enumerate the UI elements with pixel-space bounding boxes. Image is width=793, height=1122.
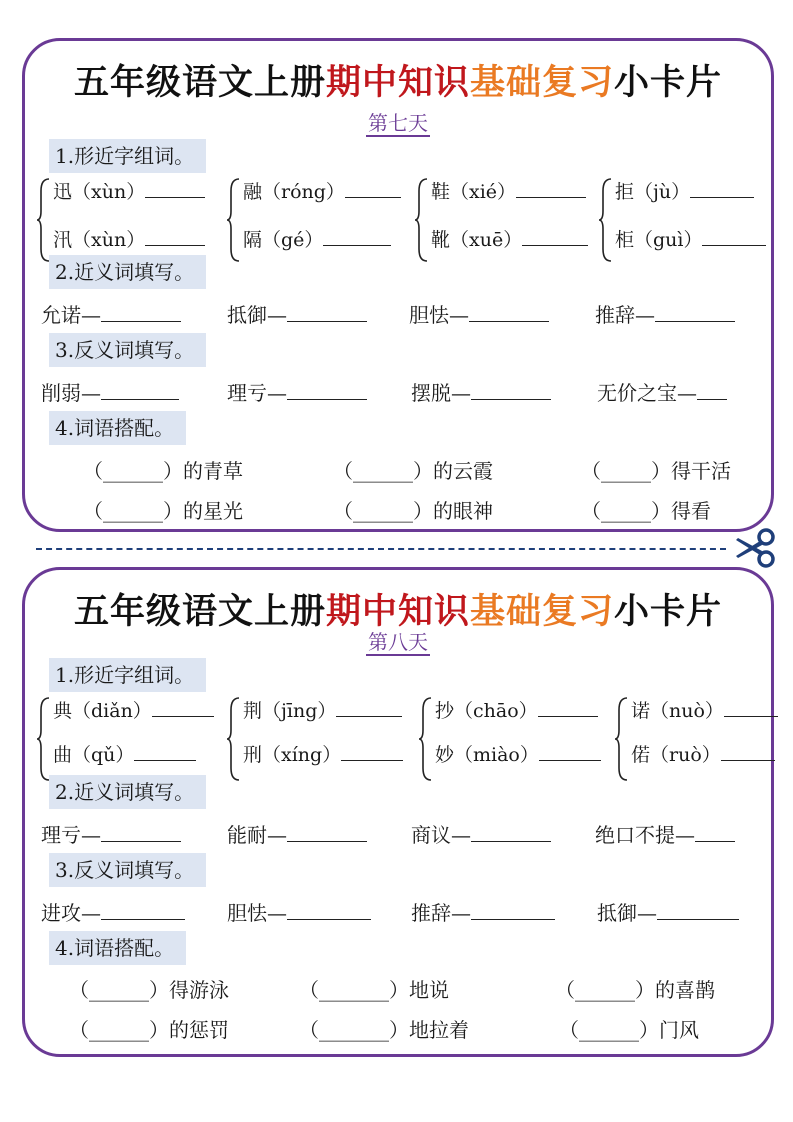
word-prompt: 摆脱—: [411, 381, 471, 405]
review-card-day8: [22, 567, 774, 1057]
answer-blank[interactable]: [702, 244, 766, 246]
word-prompt: 胆怯—: [227, 901, 287, 925]
answer-blank[interactable]: [657, 918, 739, 920]
section-heading-similar-chars: 1.形近字组词。: [49, 139, 206, 173]
collocation-item[interactable]: （_____）得干活: [581, 459, 731, 483]
char-pinyin: 汛（xùn）: [53, 229, 146, 251]
char-pinyin: 典（diǎn）: [53, 700, 152, 722]
day-label: 第八天: [368, 630, 428, 654]
word-prompt: 无价之宝—: [597, 381, 697, 405]
answer-blank[interactable]: [341, 759, 403, 761]
answer-blank[interactable]: [538, 715, 598, 717]
char-pinyin: 柜（guì）: [615, 229, 703, 251]
answer-blank[interactable]: [655, 320, 735, 322]
answer-blank[interactable]: [134, 759, 196, 761]
word-prompt: 进攻—: [41, 901, 101, 925]
synonym-row: [39, 819, 761, 849]
brace-icon: [227, 696, 241, 782]
scissors-icon: [732, 528, 778, 568]
section-heading-collocation: 4.词语搭配。: [49, 931, 186, 965]
brace-icon: [615, 696, 629, 782]
word-prompt: 能耐—: [227, 823, 287, 847]
answer-blank[interactable]: [323, 244, 391, 246]
char-pair-group: [235, 175, 415, 267]
collocation-item[interactable]: （______）的云霞: [333, 459, 493, 483]
answer-blank[interactable]: [101, 398, 179, 400]
brace-icon: [227, 177, 241, 263]
answer-blank[interactable]: [336, 715, 402, 717]
char-pinyin: 靴（xuē）: [431, 229, 523, 251]
answer-blank[interactable]: [145, 244, 205, 246]
answer-blank[interactable]: [471, 918, 555, 920]
char-pair-group: [623, 694, 773, 786]
answer-blank[interactable]: [721, 759, 775, 761]
brace-icon: [37, 177, 51, 263]
answer-blank[interactable]: [345, 196, 401, 198]
char-pair-group: [427, 694, 607, 786]
antonym-row: [39, 377, 761, 407]
review-card-day7: [22, 38, 774, 532]
collocation-item[interactable]: （______）的青草: [83, 459, 243, 483]
section-heading-similar-chars: 1.形近字组词。: [49, 658, 206, 692]
char-pinyin: 偌（ruò）: [631, 744, 721, 766]
char-pinyin: 隔（gé）: [243, 229, 324, 251]
word-prompt: 胆怯—: [409, 303, 469, 327]
collocation-item[interactable]: （_____）得看: [581, 499, 711, 523]
word-prompt: 理亏—: [41, 823, 101, 847]
word-prompt: 抵御—: [597, 901, 657, 925]
collocation-item[interactable]: （_______）地说: [299, 978, 449, 1002]
brace-icon: [419, 696, 433, 782]
char-pair-group: [607, 175, 767, 267]
word-prompt: 推辞—: [411, 901, 471, 925]
char-pair-group: [423, 175, 603, 267]
answer-blank[interactable]: [471, 840, 551, 842]
word-prompt: 抵御—: [227, 303, 287, 327]
section-heading-synonyms: 2.近义词填写。: [49, 255, 206, 289]
answer-blank[interactable]: [469, 320, 549, 322]
char-pinyin: 诺（nuò）: [631, 700, 724, 722]
similar-char-row: [39, 694, 761, 786]
section-heading-antonyms: 3.反义词填写。: [49, 333, 206, 367]
answer-blank[interactable]: [145, 196, 205, 198]
word-prompt: 削弱—: [41, 381, 101, 405]
answer-blank[interactable]: [287, 398, 367, 400]
answer-blank[interactable]: [522, 244, 588, 246]
word-prompt: 推辞—: [595, 303, 655, 327]
section-heading-antonyms: 3.反义词填写。: [49, 853, 206, 887]
answer-blank[interactable]: [101, 320, 181, 322]
answer-blank[interactable]: [287, 840, 367, 842]
char-pinyin: 拒（jù）: [615, 181, 691, 203]
answer-blank[interactable]: [539, 759, 601, 761]
synonym-row: [39, 299, 761, 329]
answer-blank[interactable]: [152, 715, 214, 717]
section-heading-collocation: 4.词语搭配。: [49, 411, 186, 445]
day-label: 第七天: [368, 111, 428, 135]
collocation-item[interactable]: （______）的眼神: [333, 499, 493, 523]
char-pinyin: 曲（qǔ）: [53, 744, 135, 766]
answer-blank[interactable]: [516, 196, 586, 198]
word-prompt: 商议—: [411, 823, 471, 847]
answer-blank[interactable]: [101, 840, 181, 842]
char-pair-group: [235, 694, 415, 786]
char-pinyin: 妙（miào）: [435, 744, 539, 766]
answer-blank[interactable]: [695, 840, 735, 842]
collocation-item[interactable]: （______）门风: [559, 1018, 699, 1042]
similar-char-row: [39, 175, 761, 267]
cut-line: [36, 548, 726, 550]
char-pinyin: 迅（xùn）: [53, 181, 146, 203]
brace-icon: [37, 696, 51, 782]
section-heading-synonyms: 2.近义词填写。: [49, 775, 206, 809]
brace-icon: [599, 177, 613, 263]
collocation-item[interactable]: （______）的喜鹊: [555, 978, 715, 1002]
char-pinyin: 融（róng）: [243, 181, 345, 203]
answer-blank[interactable]: [471, 398, 551, 400]
brace-icon: [415, 177, 429, 263]
char-pair-group: [45, 694, 225, 786]
collocation-item[interactable]: （_______）地拉着: [299, 1018, 469, 1042]
collocation-item[interactable]: （______）得游泳: [69, 978, 229, 1002]
collocation-item[interactable]: （______）的惩罚: [69, 1018, 229, 1042]
card-title: 五年级语文上册期中知识基础复习小卡片: [73, 592, 723, 632]
answer-blank[interactable]: [101, 918, 185, 920]
char-pair-group: [45, 175, 225, 267]
answer-blank[interactable]: [287, 320, 367, 322]
answer-blank[interactable]: [724, 715, 778, 717]
word-prompt: 理亏—: [227, 381, 287, 405]
answer-blank[interactable]: [287, 918, 371, 920]
collocation-item[interactable]: （______）的星光: [83, 499, 243, 523]
word-prompt: 允诺—: [41, 303, 101, 327]
char-pinyin: 鞋（xié）: [431, 181, 517, 203]
word-prompt: 绝口不提—: [595, 823, 695, 847]
char-pinyin: 抄（chāo）: [435, 700, 538, 722]
card-title: 五年级语文上册期中知识基础复习小卡片: [73, 63, 723, 103]
answer-blank[interactable]: [697, 398, 727, 400]
char-pinyin: 刑（xíng）: [243, 744, 342, 766]
answer-blank[interactable]: [690, 196, 754, 198]
antonym-row: [39, 897, 761, 927]
char-pinyin: 荆（jīng）: [243, 700, 337, 722]
